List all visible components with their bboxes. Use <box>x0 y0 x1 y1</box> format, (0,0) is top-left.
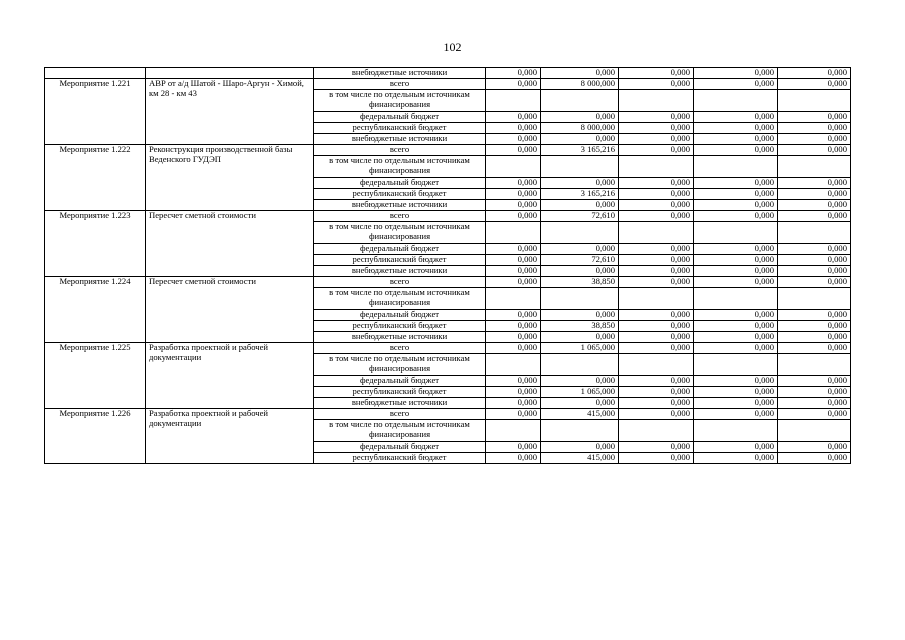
table-row-total <box>45 277 851 288</box>
source-cell: всего <box>314 79 486 90</box>
value-cell: 0,000 <box>778 68 851 79</box>
value-cell <box>486 156 541 178</box>
value-cell: 0,000 <box>619 266 694 277</box>
value-cell: 0,000 <box>541 266 619 277</box>
value-cell: 0,000 <box>486 68 541 79</box>
source-cell: республиканский бюджет <box>314 453 486 464</box>
value-cell: 0,000 <box>778 376 851 387</box>
value-cell: 0,000 <box>619 376 694 387</box>
value-cell: 0,000 <box>619 134 694 145</box>
source-cell: всего <box>314 409 486 420</box>
value-cell: 0,000 <box>694 343 778 354</box>
measure-code: Мероприятие 1.224 <box>45 277 146 343</box>
value-cell: 0,000 <box>694 123 778 134</box>
value-cell: 0,000 <box>694 453 778 464</box>
value-cell: 0,000 <box>778 453 851 464</box>
source-cell: в том числе по отдельным источникам финансирования <box>314 288 486 310</box>
value-cell <box>694 156 778 178</box>
value-cell <box>778 222 851 244</box>
budget-table <box>44 67 851 464</box>
value-cell: 0,000 <box>486 387 541 398</box>
value-cell: 0,000 <box>619 189 694 200</box>
value-cell: 0,000 <box>486 189 541 200</box>
value-cell: 0,000 <box>694 189 778 200</box>
source-cell: федеральный бюджет <box>314 244 486 255</box>
value-cell: 0,000 <box>619 211 694 222</box>
page-number: 102 <box>443 40 462 54</box>
value-cell: 0,000 <box>619 343 694 354</box>
value-cell: 0,000 <box>486 343 541 354</box>
source-cell: всего <box>314 211 486 222</box>
value-cell: 0,000 <box>541 112 619 123</box>
source-cell: внебюджетные источники <box>314 266 486 277</box>
value-cell: 0,000 <box>778 200 851 211</box>
measure-code: Мероприятие 1.221 <box>45 79 146 145</box>
value-cell: 72,610 <box>541 211 619 222</box>
source-cell: в том числе по отдельным источникам финансирования <box>314 420 486 442</box>
value-cell: 0,000 <box>778 398 851 409</box>
value-cell: 0,000 <box>778 409 851 420</box>
value-cell: 0,000 <box>694 255 778 266</box>
value-cell: 0,000 <box>486 255 541 266</box>
measure-name: Разработка проектной и рабочей документации <box>146 409 314 464</box>
value-cell: 0,000 <box>619 332 694 343</box>
value-cell: 0,000 <box>619 255 694 266</box>
value-cell: 0,000 <box>486 145 541 156</box>
value-cell: 0,000 <box>694 332 778 343</box>
value-cell: 0,000 <box>541 442 619 453</box>
source-cell: внебюджетные источники <box>314 68 486 79</box>
value-cell: 0,000 <box>619 387 694 398</box>
value-cell: 0,000 <box>541 68 619 79</box>
value-cell: 0,000 <box>694 211 778 222</box>
value-cell: 0,000 <box>694 79 778 90</box>
value-cell: 0,000 <box>486 200 541 211</box>
value-cell: 0,000 <box>778 211 851 222</box>
table-row-total <box>45 79 851 90</box>
code-cell <box>45 68 146 79</box>
value-cell <box>694 222 778 244</box>
value-cell: 0,000 <box>694 266 778 277</box>
value-cell <box>541 354 619 376</box>
value-cell: 0,000 <box>486 123 541 134</box>
value-cell: 0,000 <box>778 321 851 332</box>
value-cell: 0,000 <box>694 310 778 321</box>
source-cell: в том числе по отдельным источникам финансирования <box>314 222 486 244</box>
value-cell: 0,000 <box>541 134 619 145</box>
value-cell: 3 165,216 <box>541 145 619 156</box>
value-cell: 0,000 <box>619 79 694 90</box>
value-cell <box>541 420 619 442</box>
value-cell <box>486 420 541 442</box>
value-cell <box>619 420 694 442</box>
source-cell: всего <box>314 343 486 354</box>
value-cell: 0,000 <box>541 398 619 409</box>
value-cell: 3 165,216 <box>541 189 619 200</box>
value-cell <box>486 222 541 244</box>
value-cell: 0,000 <box>778 134 851 145</box>
value-cell: 0,000 <box>619 68 694 79</box>
value-cell <box>778 156 851 178</box>
table-row-total <box>45 145 851 156</box>
value-cell: 0,000 <box>778 178 851 189</box>
value-cell: 0,000 <box>619 112 694 123</box>
value-cell: 0,000 <box>778 343 851 354</box>
source-cell: республиканский бюджет <box>314 189 486 200</box>
value-cell: 0,000 <box>541 178 619 189</box>
value-cell: 0,000 <box>486 134 541 145</box>
value-cell: 0,000 <box>778 442 851 453</box>
value-cell: 0,000 <box>486 79 541 90</box>
source-cell: федеральный бюджет <box>314 178 486 189</box>
value-cell: 0,000 <box>619 321 694 332</box>
value-cell: 0,000 <box>619 409 694 420</box>
source-cell: в том числе по отдельным источникам финансирования <box>314 354 486 376</box>
source-cell: всего <box>314 145 486 156</box>
value-cell: 0,000 <box>541 244 619 255</box>
value-cell: 0,000 <box>486 332 541 343</box>
value-cell <box>541 222 619 244</box>
value-cell <box>619 354 694 376</box>
value-cell: 1 065,000 <box>541 343 619 354</box>
measure-name: Реконструкция производственной базы Веденского ГУДЭП <box>146 145 314 211</box>
value-cell: 1 065,000 <box>541 387 619 398</box>
value-cell <box>486 288 541 310</box>
value-cell: 0,000 <box>694 200 778 211</box>
value-cell: 0,000 <box>619 453 694 464</box>
value-cell: 0,000 <box>778 112 851 123</box>
value-cell: 0,000 <box>778 277 851 288</box>
source-cell: всего <box>314 277 486 288</box>
source-cell: внебюджетные источники <box>314 332 486 343</box>
value-cell: 38,850 <box>541 277 619 288</box>
value-cell: 0,000 <box>619 178 694 189</box>
value-cell: 0,000 <box>619 277 694 288</box>
value-cell <box>778 354 851 376</box>
value-cell: 0,000 <box>619 398 694 409</box>
value-cell <box>619 156 694 178</box>
value-cell <box>778 90 851 112</box>
value-cell: 0,000 <box>486 376 541 387</box>
source-cell: федеральный бюджет <box>314 112 486 123</box>
value-cell: 0,000 <box>778 123 851 134</box>
value-cell: 0,000 <box>694 409 778 420</box>
source-cell: республиканский бюджет <box>314 123 486 134</box>
value-cell <box>541 288 619 310</box>
value-cell: 0,000 <box>486 211 541 222</box>
value-cell: 0,000 <box>778 387 851 398</box>
value-cell <box>541 156 619 178</box>
value-cell: 0,000 <box>694 442 778 453</box>
value-cell: 0,000 <box>486 277 541 288</box>
value-cell <box>778 288 851 310</box>
value-cell: 0,000 <box>486 178 541 189</box>
value-cell: 0,000 <box>486 409 541 420</box>
measure-name: Пересчет сметной стоимости <box>146 211 314 277</box>
value-cell <box>619 222 694 244</box>
value-cell <box>619 288 694 310</box>
value-cell: 0,000 <box>778 244 851 255</box>
value-cell: 0,000 <box>694 112 778 123</box>
source-cell: федеральный бюджет <box>314 310 486 321</box>
value-cell: 0,000 <box>486 310 541 321</box>
table-row-total <box>45 211 851 222</box>
value-cell: 0,000 <box>694 68 778 79</box>
value-cell: 0,000 <box>486 442 541 453</box>
value-cell <box>694 90 778 112</box>
value-cell <box>619 90 694 112</box>
source-cell: республиканский бюджет <box>314 255 486 266</box>
value-cell: 0,000 <box>486 398 541 409</box>
source-cell: федеральный бюджет <box>314 376 486 387</box>
source-cell: в том числе по отдельным источникам финансирования <box>314 90 486 112</box>
source-cell: республиканский бюджет <box>314 321 486 332</box>
value-cell <box>778 420 851 442</box>
value-cell: 0,000 <box>541 200 619 211</box>
value-cell: 0,000 <box>619 200 694 211</box>
value-cell: 0,000 <box>619 145 694 156</box>
value-cell <box>694 288 778 310</box>
value-cell: 0,000 <box>486 112 541 123</box>
value-cell: 0,000 <box>694 321 778 332</box>
table-row-total <box>45 409 851 420</box>
measure-code: Мероприятие 1.222 <box>45 145 146 211</box>
source-cell: внебюджетные источники <box>314 398 486 409</box>
value-cell: 0,000 <box>541 332 619 343</box>
value-cell: 38,850 <box>541 321 619 332</box>
value-cell: 0,000 <box>694 376 778 387</box>
value-cell: 0,000 <box>778 145 851 156</box>
value-cell: 0,000 <box>486 453 541 464</box>
value-cell: 0,000 <box>778 266 851 277</box>
source-cell: внебюджетные источники <box>314 134 486 145</box>
value-cell: 0,000 <box>778 310 851 321</box>
value-cell: 72,610 <box>541 255 619 266</box>
value-cell <box>694 354 778 376</box>
value-cell: 0,000 <box>694 178 778 189</box>
value-cell: 0,000 <box>694 398 778 409</box>
measure-name: АВР от а/д Шатой - Шаро-Аргун - Химой, км 28 - км 43 <box>146 79 314 145</box>
value-cell: 0,000 <box>778 189 851 200</box>
value-cell: 0,000 <box>694 134 778 145</box>
value-cell: 0,000 <box>778 255 851 266</box>
value-cell: 8 000,000 <box>541 123 619 134</box>
value-cell: 0,000 <box>619 442 694 453</box>
name-cell <box>146 68 314 79</box>
source-cell: республиканский бюджет <box>314 387 486 398</box>
value-cell: 0,000 <box>541 376 619 387</box>
table-row-carryover <box>45 68 851 79</box>
value-cell <box>694 420 778 442</box>
table-row-total <box>45 343 851 354</box>
value-cell: 0,000 <box>619 123 694 134</box>
value-cell: 0,000 <box>694 277 778 288</box>
measure-name: Разработка проектной и рабочей документации <box>146 343 314 409</box>
value-cell: 0,000 <box>619 244 694 255</box>
value-cell: 0,000 <box>778 79 851 90</box>
value-cell: 8 000,000 <box>541 79 619 90</box>
measure-name: Пересчет сметной стоимости <box>146 277 314 343</box>
value-cell: 0,000 <box>486 244 541 255</box>
measure-code: Мероприятие 1.226 <box>45 409 146 464</box>
measure-code: Мероприятие 1.223 <box>45 211 146 277</box>
value-cell: 0,000 <box>486 266 541 277</box>
value-cell <box>541 90 619 112</box>
measure-code: Мероприятие 1.225 <box>45 343 146 409</box>
value-cell: 0,000 <box>486 321 541 332</box>
source-cell: в том числе по отдельным источникам финансирования <box>314 156 486 178</box>
value-cell: 0,000 <box>694 244 778 255</box>
source-cell: внебюджетные источники <box>314 200 486 211</box>
value-cell: 415,000 <box>541 409 619 420</box>
value-cell: 0,000 <box>694 145 778 156</box>
source-cell: федеральный бюджет <box>314 442 486 453</box>
value-cell <box>486 354 541 376</box>
value-cell: 415,000 <box>541 453 619 464</box>
value-cell: 0,000 <box>778 332 851 343</box>
value-cell <box>486 90 541 112</box>
value-cell: 0,000 <box>541 310 619 321</box>
value-cell: 0,000 <box>619 310 694 321</box>
value-cell: 0,000 <box>694 387 778 398</box>
